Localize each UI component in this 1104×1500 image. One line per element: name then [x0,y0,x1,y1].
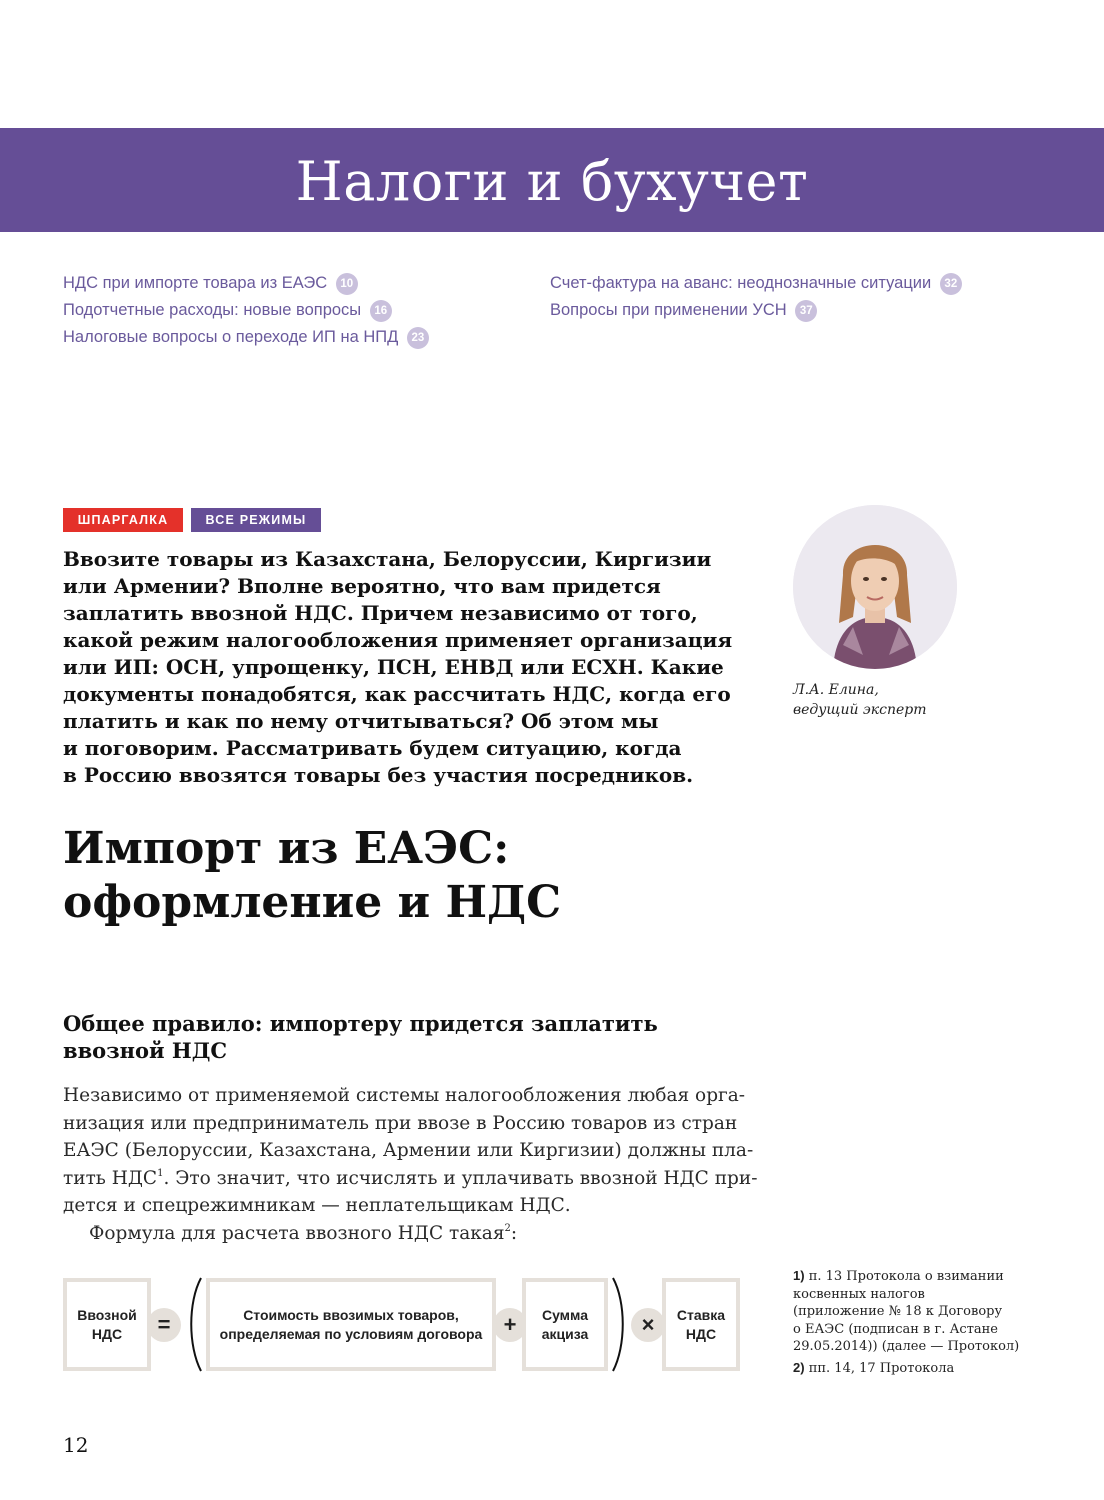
lead-line: и поговорим. Рассматривать будем ситуацию, когда [63,736,682,760]
subtitle-line: ввозной НДС [63,1038,228,1063]
toc-item-label: Счет-фактура на аванс: неоднозначные ситуации [550,274,932,292]
toc-item-label: Вопросы при применении УСН [550,301,787,319]
body-line [63,1220,753,1248]
lead-line: в Россию ввозятся товары без участия посредников. [63,763,694,787]
toc-item-label: Подотчетные расходы: новые вопросы [63,301,362,319]
footnote-text: пп. 14, 17 Протокола [808,1360,955,1376]
lead-line: Ввозите товары из Казахстана, Белоруссии, Киргизии [63,547,712,571]
formula-import-vat [63,1278,151,1371]
footnote-line: косвенных налогов [793,1286,925,1302]
author-caption [793,680,927,720]
lead-line: или Армении? Вполне вероятно, что вам придется [63,574,661,598]
formula-excise [522,1278,608,1371]
lead-line: заплатить ввозной НДС. Причем независимо от того, [63,601,698,625]
body-line: Независимо от применяемой системы налогообложения любая орга- [63,1085,746,1106]
body-text: . Это значит, что исчислять и уплачивать ввозной НДС при- [163,1167,758,1189]
article-title-line: оформление и НДС [63,877,562,928]
footnote-ref[interactable]: 1 [157,1167,164,1179]
toc-item[interactable] [63,299,392,321]
banner-scalloped-edge [0,228,1104,236]
footnote-text: п. 13 Протокола о взимании [808,1269,1004,1284]
section-subtitle [63,1010,658,1064]
toc-page-badge: 32 [940,273,962,295]
formula-text: акциза [541,1325,589,1342]
footnote-line: (приложение № 18 к Договору [793,1304,1003,1319]
footnote-marker: 1) [793,1268,805,1283]
toc-item[interactable] [63,272,358,294]
footnote-marker: 2) [793,1359,805,1375]
body-text: тить НДС [63,1167,158,1189]
body-text: Формула для расчета ввозного НДС такая [89,1222,505,1244]
toc-item[interactable] [550,299,817,321]
lead-line: документы понадобятся, как рассчитать НДС, когда его [63,682,731,706]
footnote-line: о ЕАЭС (подписан в г. Астане [793,1321,998,1337]
toc-item-label: НДС при импорте товара из ЕАЭС [63,274,328,292]
author-name: Л.А. Елина, [793,682,879,698]
lead-paragraph [63,546,763,789]
toc-item-label: Налоговые вопросы о переходе ИП на НПД [63,328,399,346]
body-line: дется и спецрежимникам — неплательщикам НДС. [63,1195,571,1216]
lead-line: какой режим налогообложения применяет организация [63,628,733,652]
equals-icon: = [147,1308,181,1342]
formula-text: Ввозной [77,1306,137,1323]
footnote-line [793,1267,1033,1286]
author-photo [793,505,957,669]
formula-vat-rate [662,1278,740,1371]
toc-item[interactable] [550,272,962,294]
toc-page-badge: 23 [407,327,429,349]
toc-page-badge: 16 [370,300,392,322]
right-paren-icon [610,1276,628,1373]
left-paren-icon [186,1276,204,1373]
plus-icon: + [493,1308,527,1342]
footnote-ref[interactable]: 2 [504,1222,511,1234]
page-number: 12 [63,1433,89,1457]
article-title [63,822,561,930]
footnotes [793,1267,1033,1377]
formula-text: Ставка [676,1306,726,1323]
lead-line: платить и как по нему отчитываться? Об этом мы [63,709,659,733]
tag-all-modes: ВСЕ РЕЖИМЫ [191,508,321,532]
toc-item[interactable] [63,326,429,348]
multiply-icon: × [631,1308,665,1342]
body-line [63,1165,758,1193]
formula-text: Сумма [541,1306,588,1323]
toc-page-badge: 10 [336,273,358,295]
body-text: : [510,1222,518,1244]
article-title-line: Импорт из ЕАЭС: [63,823,510,874]
section-title: Налоги и бухучет [295,150,809,213]
tag-cheatsheet: ШПАРГАЛКА [63,508,183,532]
toc-page-badge: 37 [795,300,817,322]
body-line: ЕАЭС (Белоруссии, Казахстана, Армении или Киргизии) должны пла- [63,1140,754,1161]
body-paragraph [63,1082,758,1247]
author-portrait-illustration [793,505,957,669]
footnote-line: 29.05.2014)) (далее — Протокол) [793,1339,1020,1354]
formula-text: Стоимость ввозимых товаров, [243,1306,459,1323]
body-line: низация или предприниматель при ввозе в Россию товаров из стран [63,1112,738,1134]
subtitle-line: Общее правило: импортеру придется заплатить [63,1011,658,1036]
formula-text: НДС [685,1325,717,1342]
lead-line: или ИП: ОСН, упрощенку, ПСН, ЕНВД или ЕСХН. Какие [63,655,724,679]
formula-text: НДС [91,1325,123,1342]
formula-text: определяемая по условиям договора [219,1325,483,1342]
author-role: ведущий эксперт [793,702,927,718]
formula-goods-cost [206,1278,496,1371]
footnote-line [793,1359,1033,1378]
